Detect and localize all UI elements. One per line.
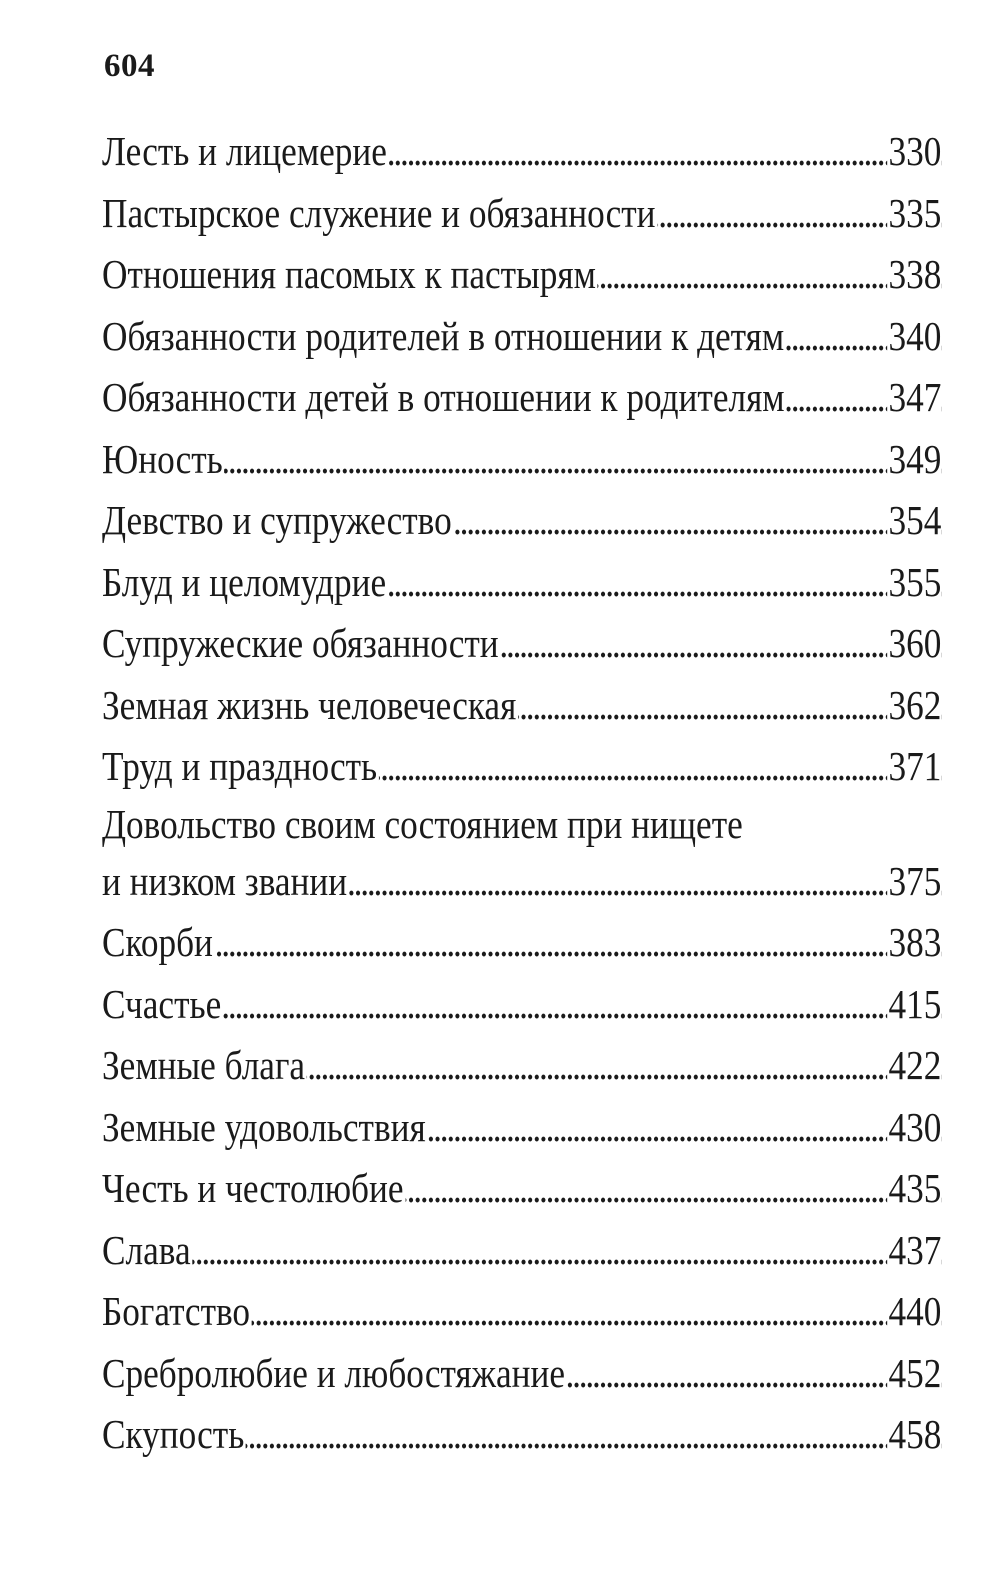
toc-entry xyxy=(102,736,941,798)
toc-entry xyxy=(102,613,941,675)
toc-entry-page: 415 xyxy=(887,974,942,1036)
table-of-contents xyxy=(102,121,942,1466)
toc-entry xyxy=(102,1158,941,1220)
toc-entry xyxy=(102,244,941,306)
toc-entry-page: 371 xyxy=(887,736,942,798)
toc-entry-title: Сребролюбие и любостяжание xyxy=(102,1349,566,1396)
toc-entry-page: 422 xyxy=(887,1035,942,1097)
toc-entry-page: 354 xyxy=(887,490,942,552)
toc-entry-title: Юность xyxy=(102,435,223,482)
toc-entry xyxy=(102,1097,941,1159)
toc-entry xyxy=(102,367,941,429)
toc-entry-title: Девство и супружество xyxy=(102,497,452,543)
toc-entry xyxy=(102,1404,941,1466)
toc-entry-page: 430 xyxy=(887,1097,942,1159)
toc-entry xyxy=(102,490,941,552)
toc-entry-page: 355 xyxy=(887,552,942,614)
toc-entry-title: Земные удовольствия xyxy=(102,1103,426,1150)
toc-entry-title: Блуд и целомудрие xyxy=(102,558,387,605)
toc-entry-page: 440 xyxy=(887,1281,942,1343)
toc-entry-title: Пастырское служение и обязанности xyxy=(102,189,656,236)
toc-entry-page: 360 xyxy=(887,613,942,675)
toc-entry-page: 349 xyxy=(887,429,942,491)
toc-entry-page: 435 xyxy=(887,1158,942,1220)
page-number: 604 xyxy=(104,48,155,84)
toc-entry-title: Богатство xyxy=(102,1288,251,1334)
toc-entry-title: Слава xyxy=(102,1226,191,1273)
toc-entry-page: 362 xyxy=(887,675,942,737)
toc-entry xyxy=(102,552,941,614)
toc-entry-page: 340 xyxy=(887,306,942,368)
toc-entry-title: Отношения пасомых к пастырям xyxy=(102,251,596,297)
toc-entry xyxy=(102,974,941,1036)
toc-entry-page: 335 xyxy=(887,183,942,245)
toc-entry xyxy=(102,1343,941,1405)
toc-entry-title: Счастье xyxy=(102,980,222,1027)
toc-entry-title: Труд и праздность xyxy=(102,743,378,789)
toc-entry-page: 338 xyxy=(887,244,942,306)
toc-entry-title-continuation: и низком звании xyxy=(102,857,348,904)
toc-entry-title: Скупость xyxy=(102,1411,245,1457)
toc-entry-page: 452 xyxy=(887,1343,942,1405)
toc-entry-title: Обязанности детей в отношении к родителям xyxy=(102,374,785,420)
toc-entry-title: Супружеские обязанности xyxy=(102,620,499,666)
toc-entry-page: 375 xyxy=(887,851,942,913)
toc-entry-continuation xyxy=(102,851,941,913)
toc-entry-page: 330 xyxy=(887,121,942,183)
toc-entry xyxy=(102,183,941,245)
toc-entry-page: 437 xyxy=(887,1220,942,1282)
toc-entry xyxy=(102,306,941,368)
toc-entry xyxy=(102,121,941,183)
toc-entry-title: Обязанности родителей в отношении к детям xyxy=(102,312,785,359)
toc-entry xyxy=(102,1035,941,1097)
toc-entry xyxy=(102,429,941,491)
toc-entry-title: Земная жизнь человеческая xyxy=(102,681,517,728)
toc-entry-title: Честь и честолюбие xyxy=(102,1165,404,1211)
toc-entry xyxy=(102,1281,941,1343)
toc-entry xyxy=(102,1220,941,1282)
toc-entry-title: Земные блага xyxy=(102,1042,306,1088)
toc-entry-first-line xyxy=(102,798,941,851)
toc-entry-title: Довольство своим состоянием при нищете xyxy=(102,800,743,847)
toc-entry-title: Скорби xyxy=(102,919,213,965)
toc-entry xyxy=(102,912,941,974)
toc-entry xyxy=(102,675,941,737)
toc-entry-page: 347 xyxy=(887,367,942,429)
toc-entry-page: 383 xyxy=(887,912,942,974)
toc-entry-page: 458 xyxy=(887,1404,942,1466)
toc-entry-title: Лесть и лицемерие xyxy=(102,128,387,174)
